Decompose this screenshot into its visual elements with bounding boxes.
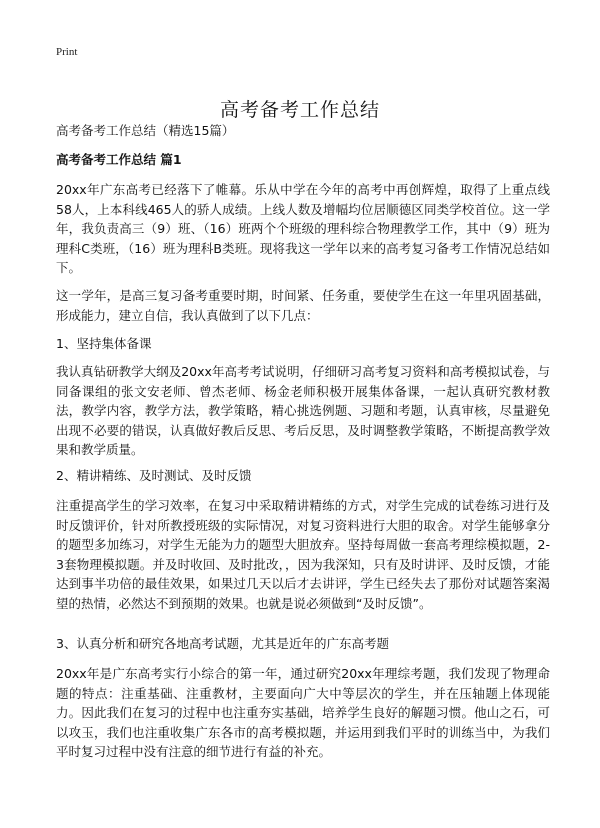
paragraph-intro: 20xx年广东高考已经落下了帷幕。乐从中学在今年的高考中再创辉煌，取得了上重点线58人，上本科线465人的骄人成绩。上线人数及增幅均位居顺德区同类学校首位。这一学年，我负责高三（9）班、（16）班两个个班级的理科综合物理教学工作，其中（9）班为理科C类班，（16）班为理科B类班。现将我这一学年以来的高考复习备考工作情况总结如下。 (56, 182, 550, 275)
section-heading-3: 3、认真分析和研究各地高考试题，尤其是近年的广东高考题 (56, 636, 389, 651)
page-title: 高考备考工作总结 (219, 98, 380, 121)
paragraph-section-3: 20xx年是广东高考实行小综合的第一年，通过研究20xx年理综考题，我们发现了物理命题的特点：注重基础、注重教材，主要面向广大中等层次的学生，并在压轴题上体现能力。因此我们在复习的过程中也注重夯实基础，培养学生良好的解题习惯。他山之石，可以攻玉，我们也注重收集广东各市的高考模拟题，并运用到我们平时的训练当中，为我们平时复习过程中没有注意的细节进行有益的补充。 (56, 666, 550, 759)
section-heading-1: 1、坚持集体备课 (56, 336, 152, 351)
article-heading: 高考备考工作总结 篇1 (56, 152, 182, 167)
paragraph-section-1: 我认真钻研教学大纲及20xx年高考考试说明，仔细研习高考复习资料和高考模拟试卷，与同备课组的张文安老师、曾杰老师、杨金老师积极开展集体备课，一起认真研究教材教法，教学内容，教学方法，教学策略，精心挑选例题、习题和考题，认真审核，尽量避免出现不必要的错误，认真做好教后反思、考后反思，及时调整教学策略，不断提高教学效果和教学质量。 (56, 364, 550, 457)
paragraph-overview: 这一学年，是高三复习备考重要时期，时间紧、任务重，要使学生在这一年里巩固基础，形成能力，建立自信，我认真做到了以下几点： (56, 288, 550, 323)
section-heading-2: 2、精讲精练、及时测试、及时反馈 (56, 468, 252, 483)
paragraph-section-2: 注重提高学生的学习效率，在复习中采取精讲精练的方式，对学生完成的试卷练习进行及时反馈评价，针对所教授班级的实际情况，对复习资料进行大胆的取舍。对学生能够拿分的题型多加练习，对学生无能为力的题型大胆放弃。坚持每周做一套高考理综模拟题，2-3套物理模拟题。并及时收回、及时批改，，因为我深知，只有及时讲评、及时反馈，才能达到事半功倍的最佳效果，如果过几天以后才去讲评，学生已经失去了那份对试题答案渴望的热情，必然达不到预期的效果。也就是说必须做到“及时反馈”。 (56, 498, 550, 611)
print-link[interactable]: Print (56, 46, 78, 58)
document-subtitle: 高考备考工作总结（精选15篇） (56, 123, 235, 138)
